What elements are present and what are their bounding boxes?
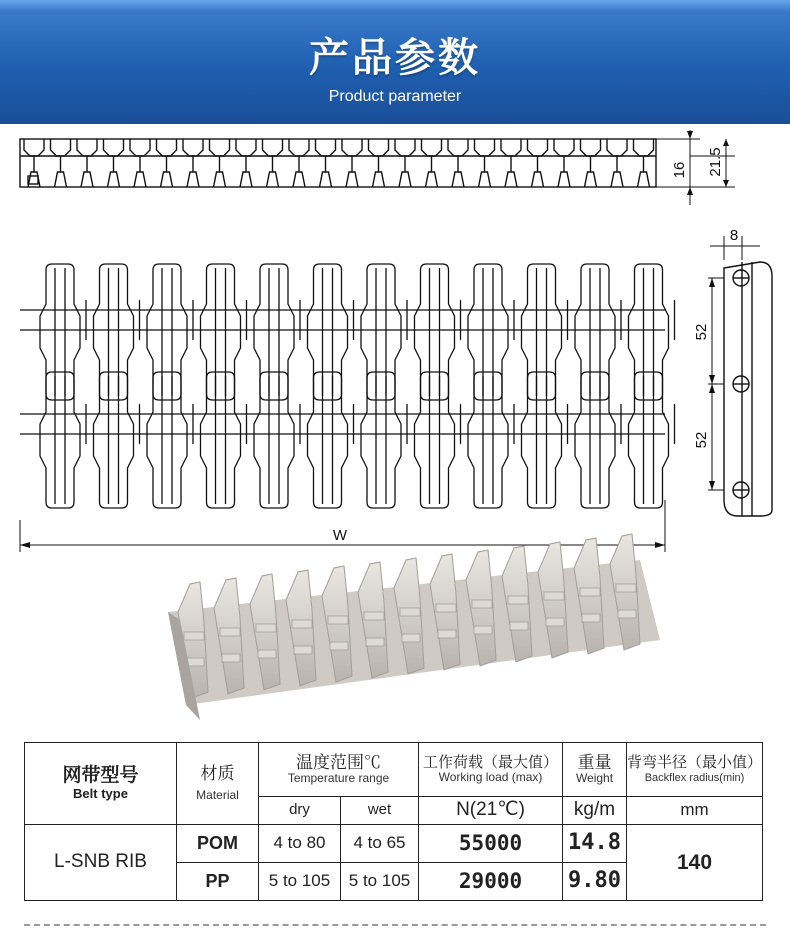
end-profile-view bbox=[708, 236, 772, 516]
subheader-load-unit: N(21℃) bbox=[419, 797, 563, 825]
material-pp: PP bbox=[177, 863, 259, 901]
pom-dry-range: 4 to 80 bbox=[259, 825, 341, 863]
subheader-radius-unit: mm bbox=[627, 797, 763, 825]
header-backflex-radius: 背弯半径（最小值） Backflex radius(min) bbox=[627, 743, 763, 797]
header-working-load: 工作荷载（最大值） Working load (max) bbox=[419, 743, 563, 797]
parameter-table bbox=[24, 742, 763, 901]
pitch-52-lower-label: 52 bbox=[693, 431, 710, 449]
dim-8-label: 8 bbox=[729, 227, 739, 244]
pom-weight: 14.8 bbox=[563, 825, 627, 863]
pp-dry-range: 5 to 105 bbox=[259, 863, 341, 901]
pitch-52-upper-label: 52 bbox=[693, 323, 710, 341]
top-plan-view bbox=[20, 264, 675, 552]
pom-working-load: 55000 bbox=[419, 825, 563, 863]
page-title: 产品参数 bbox=[309, 35, 481, 81]
dim-16-label: 16 bbox=[671, 161, 688, 179]
subheader-dry: dry bbox=[259, 797, 341, 825]
pp-wet-range: 5 to 105 bbox=[341, 863, 419, 901]
belt-product-photo bbox=[168, 534, 660, 720]
material-pom: POM bbox=[177, 825, 259, 863]
pp-weight: 9.80 bbox=[563, 863, 627, 901]
header-belt-type: 网带型号 Belt type bbox=[25, 743, 177, 825]
header-material: 材质 Material bbox=[177, 743, 259, 825]
subheader-wet: wet bbox=[341, 797, 419, 825]
pp-working-load: 29000 bbox=[419, 863, 563, 901]
dashed-divider bbox=[24, 924, 766, 926]
backflex-radius-value: 140 bbox=[627, 825, 763, 901]
belt-technical-drawing bbox=[0, 124, 790, 738]
banner-highlight bbox=[0, 0, 790, 10]
header-temperature: 温度范围℃ Temperature range bbox=[259, 743, 419, 797]
belt-model-cell: L-SNB RIB bbox=[25, 825, 177, 901]
side-profile-view bbox=[20, 130, 735, 205]
pom-wet-range: 4 to 65 bbox=[341, 825, 419, 863]
header-banner bbox=[0, 0, 790, 124]
page-subtitle: Product parameter bbox=[328, 88, 462, 105]
subheader-weight-unit: kg/m bbox=[563, 797, 627, 825]
header-weight: 重量 Weight bbox=[563, 743, 627, 797]
dim-21-5-label: 21.5 bbox=[707, 147, 724, 177]
width-w-label: W bbox=[332, 527, 348, 544]
